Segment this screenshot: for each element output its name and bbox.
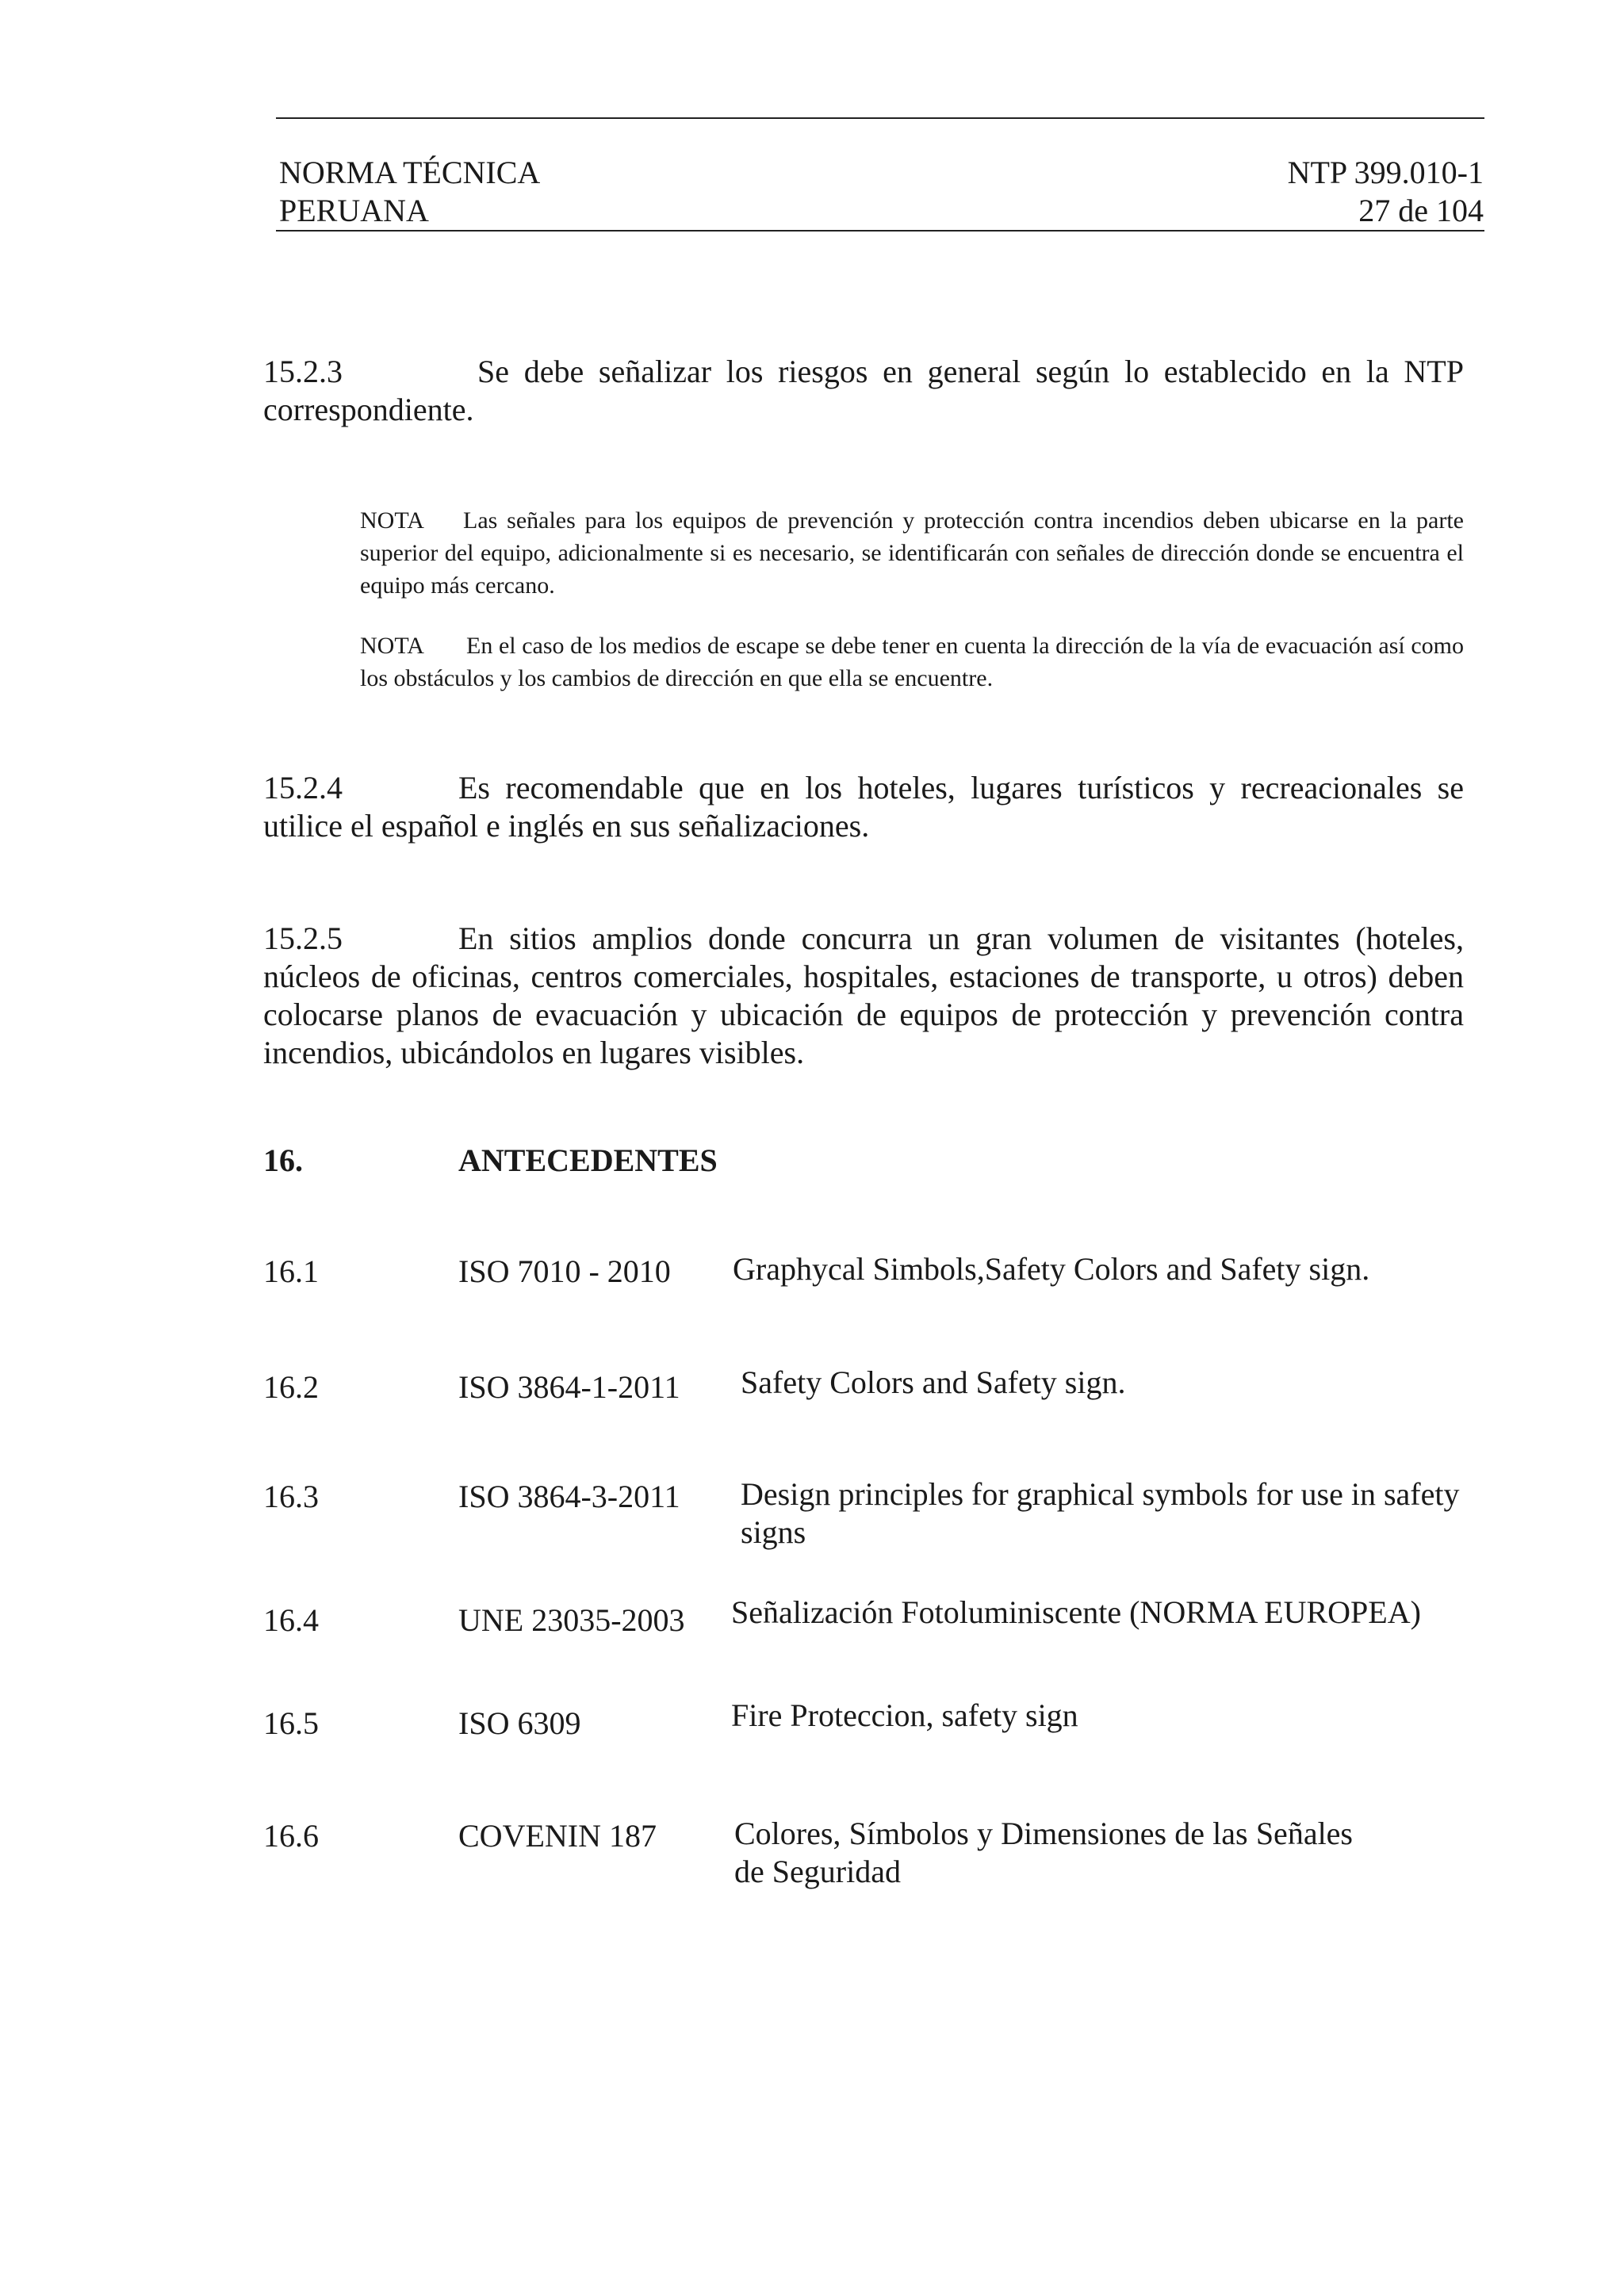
note-2: [360, 629, 1464, 695]
note-text: Las señales para los equipos de prevención y protección contra incendios deben ubicarse en la parte superior del equipo, adicionalmente si es necesario, se identificarán con señales de dirección donde se encuentra el equipo más cercano.: [360, 507, 1464, 599]
ref-title: Design principles for graphical symbols for use in safety signs: [741, 1476, 1460, 1550]
header-bottom-rule: [276, 230, 1484, 232]
section-15-2-3: [263, 353, 1464, 429]
note-1: [360, 504, 1464, 602]
section-15-2-5: [263, 920, 1464, 1072]
ref-number: 16.3: [263, 1479, 319, 1514]
ref-title: Graphycal Simbols,Safety Colors and Safety sign.: [733, 1251, 1370, 1287]
ref-number: 16.2: [263, 1369, 319, 1405]
antecedentes-heading: ANTECEDENTES: [458, 1142, 718, 1178]
note-text: En el caso de los medios de escape se debe tener en cuenta la dirección de la vía de evacuación así como los obstáculos y los cambios de dirección en que ella se encuentre.: [360, 633, 1464, 691]
header-ntp-code: NTP 399.010-1: [1287, 155, 1484, 190]
section-text: En sitios amplios donde concurra un gran volumen de visitantes (hoteles, núcleos de oficinas, centros comerciales, hospitales, estaciones de transporte, u otros) deben colocarse planos de evacuación y ubicación de equipos de protección y prevención contra incendios, ubicándolos en lugares visibles.: [263, 920, 1464, 1070]
antecedentes-number: 16.: [263, 1142, 303, 1178]
header-peruana: PERUANA: [279, 193, 429, 228]
note-label: NOTA: [360, 633, 424, 659]
section-15-2-4: [263, 769, 1464, 845]
section-text: Se debe señalizar los riesgos en general según lo establecido en la NTP correspondiente.: [263, 354, 1464, 427]
ref-number: 16.1: [263, 1253, 319, 1289]
section-number: 15.2.4: [263, 770, 343, 806]
section-number: 15.2.5: [263, 920, 343, 956]
header-page-number: 27 de 104: [1358, 193, 1484, 228]
ref-title: Safety Colors and Safety sign.: [741, 1364, 1126, 1400]
ref-title: Colores, Símbolos y Dimensiones de las Señales de Seguridad: [734, 1816, 1353, 1889]
ref-code: UNE 23035-2003: [458, 1602, 685, 1638]
note-label: NOTA: [360, 507, 424, 534]
ref-code: ISO 3864-1-2011: [458, 1369, 680, 1405]
ref-number: 16.5: [263, 1705, 319, 1741]
header-top-rule: [276, 117, 1484, 119]
ref-number: 16.6: [263, 1818, 319, 1854]
ref-title: Señalización Fotoluminiscente (NORMA EUROPEA): [731, 1594, 1421, 1630]
ref-code: COVENIN 187: [458, 1818, 657, 1854]
ref-number: 16.4: [263, 1602, 319, 1638]
ref-code: ISO 6309: [458, 1705, 581, 1741]
ref-code: ISO 7010 - 2010: [458, 1253, 671, 1289]
section-text: Es recomendable que en los hoteles, lugares turísticos y recreacionales se utilice el español e inglés en sus señalizaciones.: [263, 770, 1464, 844]
ref-title: Fire Proteccion, safety sign: [731, 1697, 1078, 1733]
ref-code: ISO 3864-3-2011: [458, 1479, 680, 1514]
section-number: 15.2.3: [263, 354, 343, 389]
header-norma-tecnica: NORMA TÉCNICA: [279, 155, 541, 190]
